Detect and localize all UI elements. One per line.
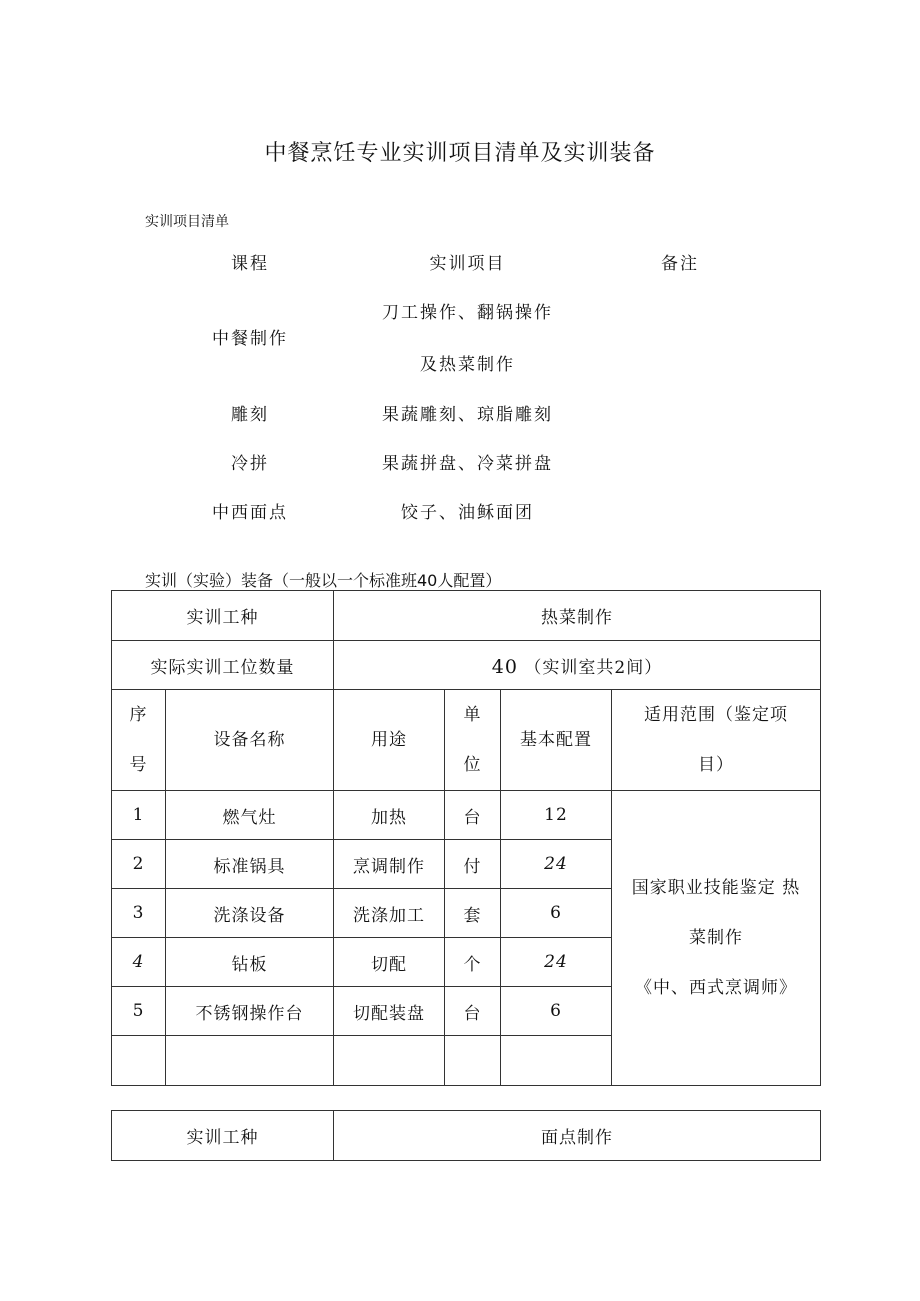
list-header-project: 实训项目 (429, 254, 506, 274)
list-header-note: 备注 (661, 254, 699, 274)
row-unit: 个 (445, 938, 501, 987)
table-row (112, 791, 821, 840)
row-name: 不锈钢操作台 (166, 987, 334, 1036)
type-value: 热菜制作 (334, 591, 821, 641)
equipment-table-pastry (111, 1110, 821, 1161)
row-unit: 台 (445, 791, 501, 840)
stations-count: 40 (491, 655, 518, 678)
list-project-3: 果蔬拼盘、冷菜拼盘 (382, 454, 553, 474)
type-label-2: 实训工种 (112, 1111, 334, 1161)
scope-line3: 《中、西式烹调师》 (635, 978, 797, 998)
header-scope (612, 690, 821, 791)
row-config: 6 (501, 987, 612, 1036)
row-no: 1 (112, 791, 166, 840)
scope-line1: 国家职业技能鉴定 热 (631, 878, 801, 898)
type-value-2: 面点制作 (334, 1111, 821, 1161)
type-label: 实训工种 (112, 591, 334, 641)
row-no (112, 1036, 166, 1086)
row-config: 24 (501, 938, 612, 987)
list-project-1-line1: 刀工操作、翻锅操作 (382, 303, 553, 323)
row-name: 钻板 (166, 938, 334, 987)
row-name: 燃气灶 (166, 791, 334, 840)
header-name: 设备名称 (166, 690, 334, 791)
header-unit-line2: 位 (463, 755, 482, 775)
header-scope-line2: 目） (698, 755, 734, 775)
row-unit (445, 1036, 501, 1086)
list-course-3: 冷拼 (231, 454, 269, 474)
header-scope-line1: 适用范围（鉴定项 (644, 705, 788, 725)
row-no: 5 (112, 987, 166, 1036)
scope-cell (612, 791, 821, 1086)
header-use: 用途 (334, 690, 445, 791)
row-name: 标准锅具 (166, 840, 334, 889)
equipment-heading: 实训（实验）装备（一般以一个标准班40人配置） (145, 571, 502, 590)
scope-line2: 菜制作 (689, 928, 743, 948)
list-header-course: 课程 (231, 254, 269, 274)
row-no: 4 (112, 938, 166, 987)
row-name (166, 1036, 334, 1086)
row-use: 切配 (334, 938, 445, 987)
row-config (501, 1036, 612, 1086)
header-config: 基本配置 (501, 690, 612, 791)
row-unit: 台 (445, 987, 501, 1036)
row-use: 切配装盘 (334, 987, 445, 1036)
header-no (112, 690, 166, 791)
list-project-4: 饺子、油稣面团 (401, 503, 534, 523)
list-course-4: 中西面点 (212, 503, 288, 523)
row-use (334, 1036, 445, 1086)
stations-label: 实际实训工位数量 (112, 641, 334, 690)
row-use: 加热 (334, 791, 445, 840)
equipment-table-hot-dishes (111, 590, 821, 1086)
row-unit: 付 (445, 840, 501, 889)
header-no-line1: 序 (129, 705, 148, 725)
project-list-heading: 实训项目清单 (145, 214, 229, 230)
list-project-1-line2: 及热菜制作 (420, 355, 515, 375)
header-unit-line1: 单 (463, 705, 482, 725)
page-title: 中餐烹饪专业实训项目清单及实训装备 (264, 141, 656, 166)
row-config: 12 (501, 791, 612, 840)
row-use: 洗涤加工 (334, 889, 445, 938)
stations-cell (334, 641, 821, 690)
row-name: 洗涤设备 (166, 889, 334, 938)
list-course-1: 中餐制作 (212, 329, 288, 349)
stations-note: （实训室共2间） (524, 657, 663, 678)
row-no: 3 (112, 889, 166, 938)
row-no: 2 (112, 840, 166, 889)
header-no-line2: 号 (129, 755, 148, 775)
row-config: 24 (501, 840, 612, 889)
row-config: 6 (501, 889, 612, 938)
row-unit: 套 (445, 889, 501, 938)
header-unit (445, 690, 501, 791)
list-project-2: 果蔬雕刻、琼脂雕刻 (382, 405, 553, 425)
list-course-2: 雕刻 (231, 405, 269, 425)
row-use: 烹调制作 (334, 840, 445, 889)
